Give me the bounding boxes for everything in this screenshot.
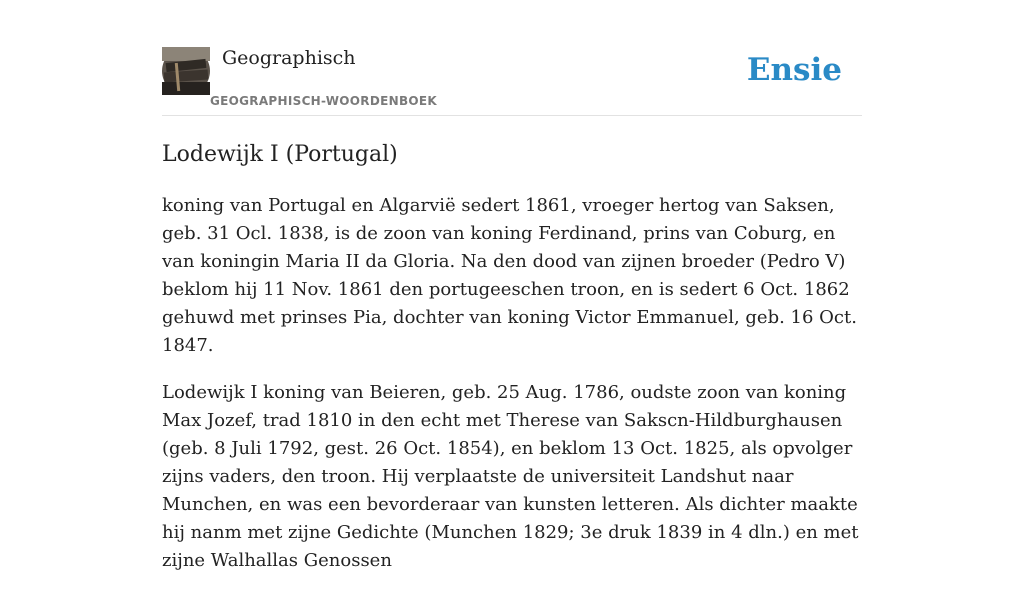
- ensie-logo[interactable]: Ensie: [746, 52, 842, 88]
- entry-content: [162, 192, 862, 594]
- books-icon[interactable]: [162, 47, 210, 95]
- header-divider: [162, 115, 862, 116]
- header: [162, 46, 862, 116]
- entry-paragraph: koning van Portugal en Algarvië sedert 1861, vroeger hertog van Saksen, geb. 31 Ocl. 1838, is de zoon van koning Ferdinand, prins van Coburg, en van koningin Maria II da Gloria. Na den dood van zijnen broeder (Pedro V) beklom hij 11 Nov. 1861 den portugeeschen troon, en is sedert 6 Oct. 1862 gehuwd met prinses Pia, dochter van koning Victor Emmanuel, geb. 16 Oct. 1847.: [162, 195, 857, 356]
- entry-paragraph: Lodewijk I koning van Beieren, geb. 25 Aug. 1786, oudste zoon van koning Max Jozef, trad 1810 in den echt met Therese van Sakscn-Hildburghausen (geb. 8 Juli 1792, gest. 26 Oct. 1854), en beklom 13 Oct. 1825, als opvolger zijns vaders, den troon. Hij verplaatste de universiteit Landshut naar Munchen, en was een bevorderaar van kunsten letteren. Als dichter maakte hij nanm met zijne Gedichte (Munchen 1829; 3e druk 1839 in 4 dln.) en met zijne Walhallas Genossen: [162, 382, 859, 571]
- publication-subtitle[interactable]: GEOGRAPHISCH-WOORDENBOEK: [210, 94, 437, 108]
- entry-title: Lodewijk I (Portugal): [162, 142, 398, 167]
- publication-title[interactable]: Geographisch: [222, 47, 356, 69]
